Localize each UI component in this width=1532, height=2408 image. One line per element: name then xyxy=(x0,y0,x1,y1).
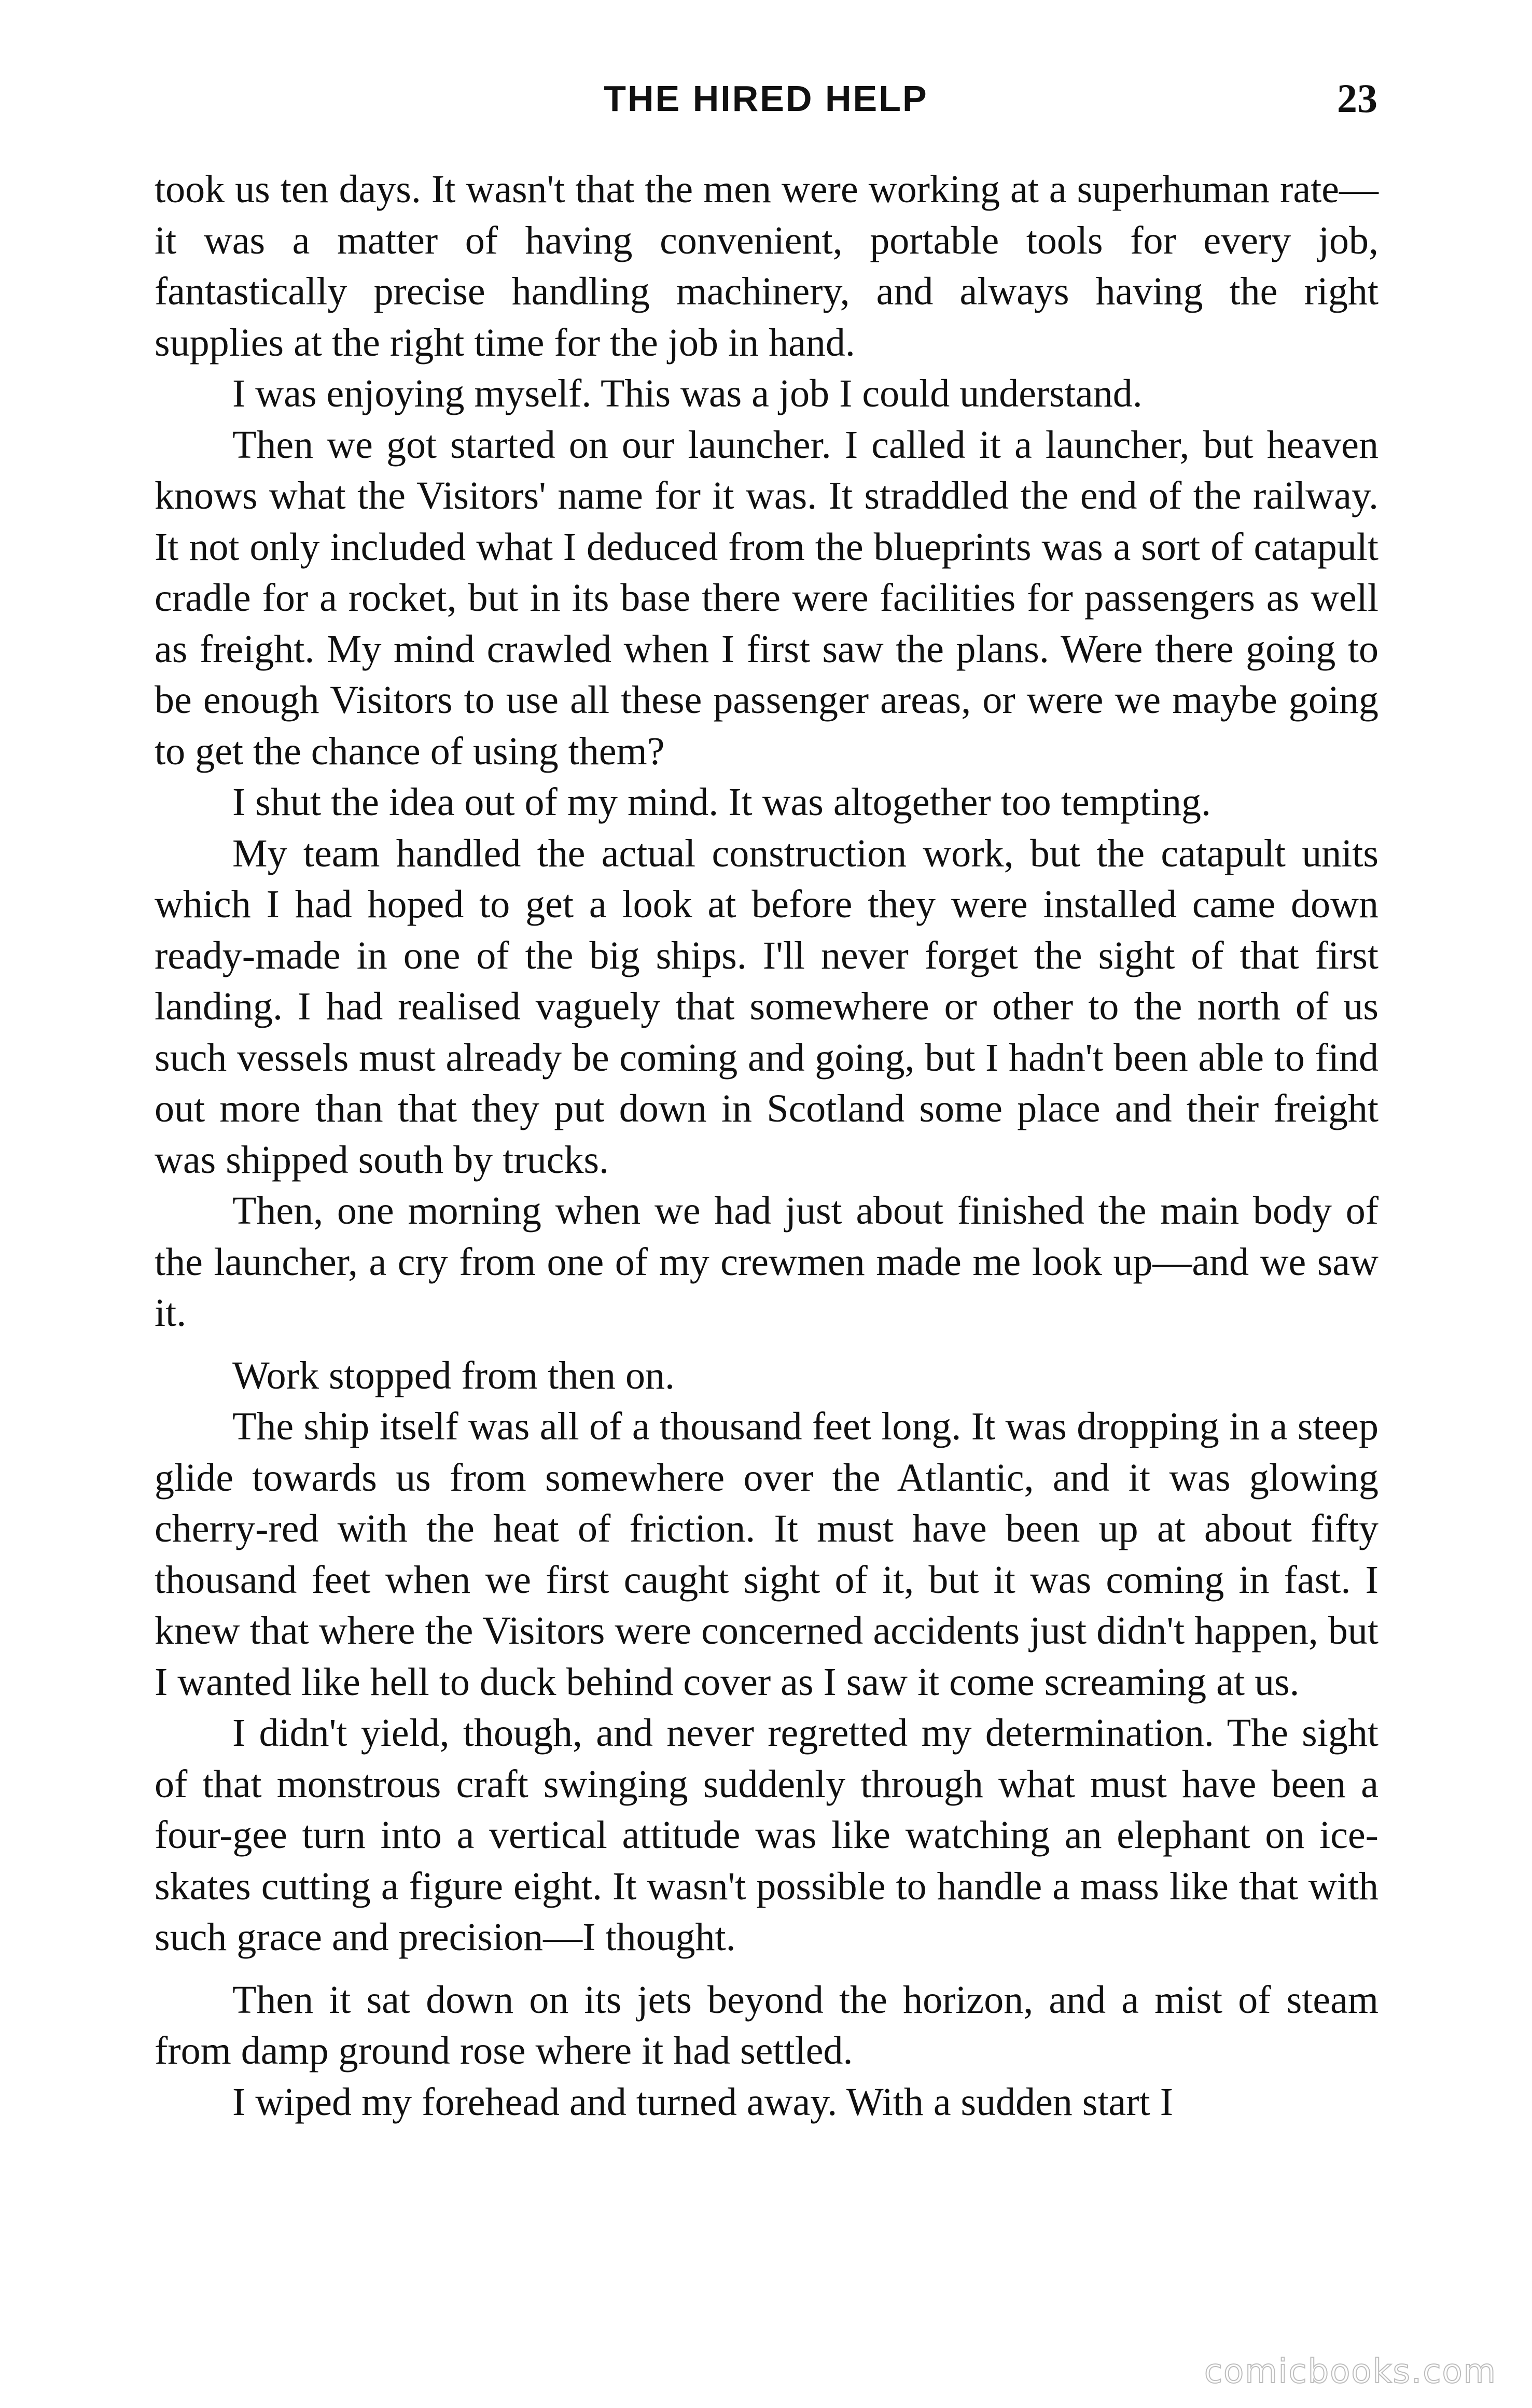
paragraph: My team handled the actual construction work, but the catapult units which I had hoped to get a look at before they were installed came down ready-made in one of the big ships. I'll never forget the sight of that first landing. I had realised vaguely that somewhere or other to the north of us such vessels must already be coming and going, but I hadn't been able to find out more than that they put down in Scotland some place and their freight was shipped south by trucks. xyxy=(155,831,1378,1182)
paragraph: I wiped my forehead and turned away. With a sudden start I xyxy=(232,2080,1174,2124)
paragraph: Then it sat down on its jets beyond the horizon, and a mist of steam from damp ground rose where it had settled. xyxy=(155,1978,1378,2073)
body-text xyxy=(155,164,1378,2127)
paragraph: I shut the idea out of my mind. It was altogether too tempting. xyxy=(232,780,1211,824)
running-header xyxy=(0,73,1532,124)
paragraph: The ship itself was all of a thousand feet long. It was dropping in a steep glide towards us from somewhere over the Atlantic, and it was glowing cherry-red with the heat of friction. It must have been up at about fifty thousand feet when we first caught sight of it, but it was coming in fast. I knew that where the Visitors were concerned accidents just didn't happen, but I wanted like hell to duck behind cover as I saw it come screaming at us. xyxy=(155,1405,1378,1704)
page-number: 23 xyxy=(1337,76,1377,121)
paragraph: Then, one morning when we had just about finished the main body of the launcher, a cry from one of my crewmen made me look up—and we saw it. xyxy=(155,1189,1378,1335)
running-title: THE HIRED HELP xyxy=(604,78,928,119)
watermark: comicbooks.com xyxy=(1204,2353,1497,2391)
paragraph: took us ten days. It wasn't that the men were working at a superhuman rate—it was a matter of having convenient, portable tools for every job, fantastically precise handling machinery, and always having the right supplies at the right time for the job in hand. xyxy=(155,167,1378,365)
paragraph: Then we got started on our launcher. I called it a launcher, but heaven knows what the Visitors' name for it was. It straddled the end of the railway. It not only included what I deduced from the blueprints was a sort of catapult cradle for a rocket, but in its base there were facilities for passengers as well as freight. My mind crawled when I first saw the plans. Were there going to be enough Visitors to use all these passenger areas, or were we maybe going to get the chance of using them? xyxy=(155,423,1378,773)
paragraph: Work stopped from then on. xyxy=(232,1353,675,1397)
paragraph: I didn't yield, though, and never regretted my determination. The sight of that monstrous craft swinging suddenly through what must have been a four-gee turn into a vertical attitude was like watching an elephant on ice-skates cutting a figure eight. It wasn't possible to handle a mass like that with such grace and precision—I thought. xyxy=(155,1711,1378,1959)
paragraph: I was enjoying myself. This was a job I could understand. xyxy=(232,372,1143,415)
